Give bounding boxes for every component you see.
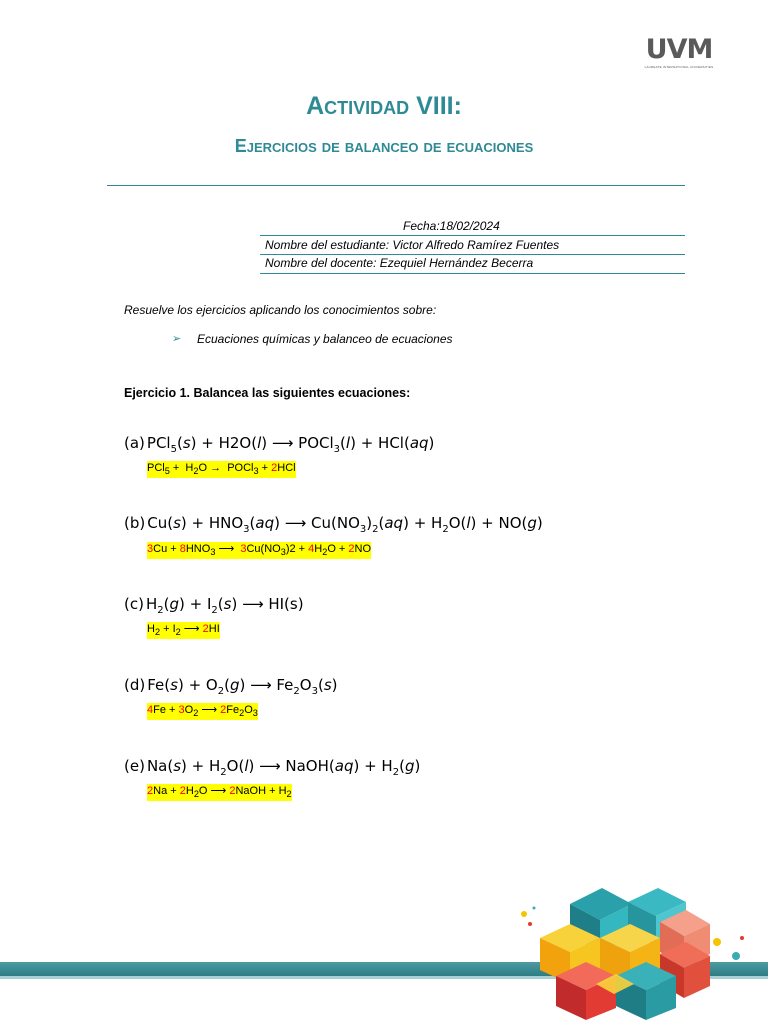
- answer-d: $4Fe + 3O_2$ ⟶ $2Fe_2O_3$: [147, 704, 258, 719]
- answer-a: $PCl_5 + H_2O$ → POCl$_3$ + 2HCl: [147, 462, 296, 477]
- equation-label: (c): [124, 595, 144, 613]
- answer-c: $H_2 + I_2$ ⟶ 2HI: [147, 623, 220, 638]
- logo-subtitle: LAUREATE INTERNATIONAL UNIVERSITIES: [644, 65, 714, 69]
- equation-label: (e): [124, 757, 145, 775]
- equation-label: (a): [124, 434, 145, 452]
- decorative-cubes-graphic: [510, 880, 750, 1020]
- title-divider: [107, 185, 685, 186]
- exercise-heading: Ejercicio 1. Balancea las siguientes ecuaciones:: [124, 386, 411, 400]
- answer-e: $2Na + 2H_2O$ ⟶ 2NaOH + $H_2$: [147, 785, 292, 800]
- bullet-item: Ecuaciones químicas y balanceo de ecuaciones: [197, 332, 453, 346]
- page-subtitle: Ejercicios de balanceo de ecuaciones: [234, 136, 534, 156]
- page-title: Actividad VIII:: [306, 92, 462, 120]
- arrow-bullet-icon: ➢: [172, 333, 182, 345]
- student-name: Nombre del estudiante: Victor Alfredo Ramírez Fuentes: [265, 238, 560, 252]
- uvm-logo: [640, 36, 718, 69]
- info-divider: [260, 235, 685, 236]
- equation-label: (d): [124, 676, 146, 694]
- date-field: Fecha:18/02/2024: [403, 219, 500, 233]
- equation-d: (d) $Fe(s) + O_2(g)$ ⟶ $Fe_2O_3(s)$: [124, 676, 338, 697]
- instructions-text: Resuelve los ejercicios aplicando los conocimientos sobre:: [124, 303, 437, 317]
- answer-b: $3Cu + 8HNO_3$ ⟶ $3Cu(NO_3)2 + 4H_2O + 2NO$: [147, 543, 372, 558]
- logo-text: UVM: [645, 34, 713, 65]
- equation-a: (a) PCl$_5$(s) + H2O(l) ⟶ POCl$_3$(l) + HCl(aq): [124, 434, 435, 455]
- equation-label: (b): [124, 514, 146, 532]
- equation-e: (e) $Na(s) + H_2O(l)$ ⟶ NaOH(aq) + $H_2(g)$: [124, 757, 421, 778]
- equation-b: (b) $Cu(s) + HNO_3(aq)$ ⟶ $Cu(NO_3)_2(aq) + H_2O(l) + NO(g)$: [124, 514, 543, 535]
- equation-c: (c) $H_2(g) + I_2(s)$ ⟶ HI(s): [124, 595, 304, 616]
- info-divider: [260, 273, 685, 274]
- teacher-name: Nombre del docente: Ezequiel Hernández Becerra: [265, 256, 534, 270]
